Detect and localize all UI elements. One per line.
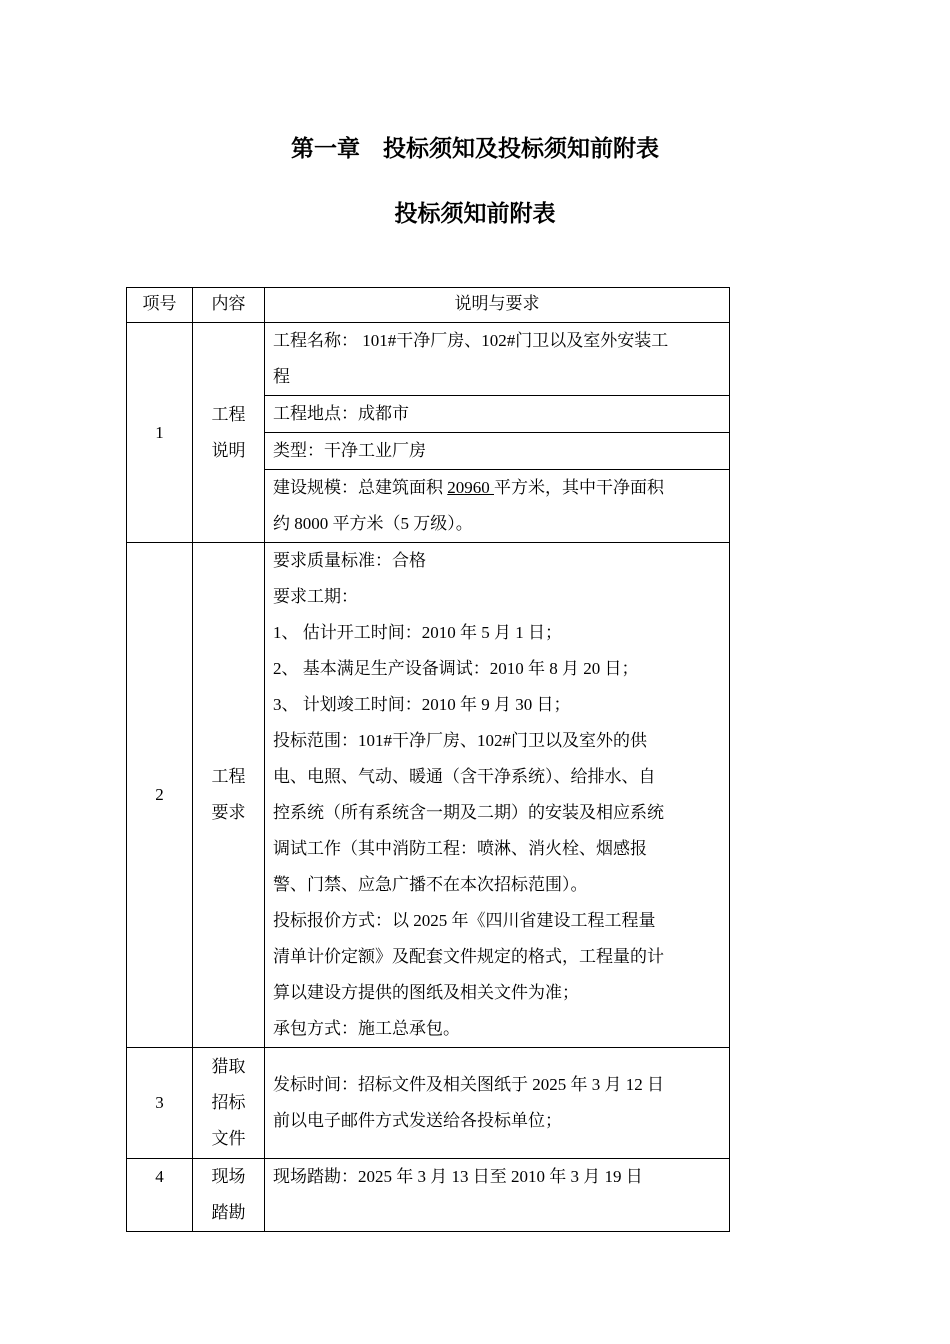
table-row: [127, 543, 730, 1048]
header-requirement: 说明与要求: [265, 288, 730, 323]
requirement-line: 承包方式：施工总承包。: [273, 1019, 460, 1038]
requirement-line: 要求质量标准：合格: [273, 551, 426, 570]
bid-issue-cell: [265, 1048, 730, 1159]
row-3-content: [193, 1048, 265, 1159]
content-line: 现场: [211, 1167, 246, 1186]
project-name-line: 程: [273, 367, 290, 386]
project-scale-cell: [265, 470, 730, 543]
content-line: 踏勘: [211, 1203, 246, 1222]
header-content: 内容: [193, 288, 265, 323]
row-2-number: 2: [127, 543, 193, 1048]
project-location-cell: 工程地点：成都市: [265, 396, 730, 433]
requirement-line: 算以建设方提供的图纸及相关文件为准；: [273, 983, 579, 1002]
project-scale-line: [273, 470, 721, 506]
header-item-no: 项号: [127, 288, 193, 323]
content-line: 要求: [211, 803, 246, 822]
requirement-line: 投标报价方式：以 2025 年《四川省建设工程工程量: [273, 911, 656, 930]
row-1-content: [193, 323, 265, 543]
row-3-number: 3: [127, 1048, 193, 1159]
bid-issue-line: 前以电子邮件方式发送给各投标单位；: [273, 1111, 562, 1130]
requirement-line: 电、电照、气动、暖通（含干净系统）、给排水、自: [273, 767, 656, 786]
requirement-line: 投标范围：101#干净厂房、102#门卫以及室外的供: [273, 731, 647, 750]
row-2-content: [193, 543, 265, 1048]
requirement-line: 清单计价定额》及配套文件规定的格式，工程量的计: [273, 947, 664, 966]
table-row: [127, 1048, 730, 1159]
chapter-title: 第一章 投标须知及投标须知前附表: [291, 136, 659, 161]
bid-notice-table: [126, 287, 730, 1232]
content-line: 文件: [211, 1129, 246, 1148]
project-name-line: 工程名称： 101#干净厂房、102#门卫以及室外安装工: [273, 331, 669, 350]
content-line: 说明: [211, 440, 246, 460]
table-header-row: [127, 288, 730, 323]
requirement-line: 1、 估计开工时间：2010 年 5 月 1 日；: [273, 623, 562, 642]
table-title: 投标须知前附表: [394, 201, 556, 226]
requirement-line: 控系统（所有系统含一期及二期）的安装及相应系统: [273, 803, 664, 822]
table-row: [127, 1159, 730, 1232]
requirement-line: 要求工期：: [273, 587, 358, 606]
row-4-number: 4: [127, 1159, 193, 1232]
site-visit-cell: 现场踏勘：2025 年 3 月 13 日至 2010 年 3 月 19 日: [265, 1159, 730, 1232]
scale-prefix: 建设规模：总建筑面积: [273, 478, 448, 497]
scale-suffix: 平方米，其中干净面积: [494, 478, 664, 497]
content-line: 猎取: [211, 1057, 246, 1076]
content-line: 工程: [211, 767, 246, 786]
requirement-line: 警、门禁、应急广播不在本次招标范围）。: [273, 875, 588, 894]
requirement-line: 2、 基本满足生产设备调试：2010 年 8 月 20 日；: [273, 659, 639, 678]
row-4-content: [193, 1159, 265, 1232]
content-line: 工程: [211, 404, 246, 424]
project-name-cell: [265, 323, 730, 396]
project-scale-line: 约 8000 平方米（5 万级）。: [273, 514, 473, 533]
table-row: [127, 323, 730, 396]
scale-area-value: 20960: [447, 478, 494, 497]
bid-issue-line: 发标时间：招标文件及相关图纸于 2025 年 3 月 12 日: [273, 1075, 664, 1094]
project-type-cell: 类型：干净工业厂房: [265, 433, 730, 470]
content-line: 招标: [211, 1093, 246, 1112]
row-1-number: 1: [127, 323, 193, 543]
requirement-line: 调试工作（其中消防工程：喷淋、消火栓、烟感报: [273, 839, 647, 858]
requirement-line: 3、 计划竣工时间：2010 年 9 月 30 日；: [273, 695, 571, 714]
requirements-cell: [265, 543, 730, 1048]
